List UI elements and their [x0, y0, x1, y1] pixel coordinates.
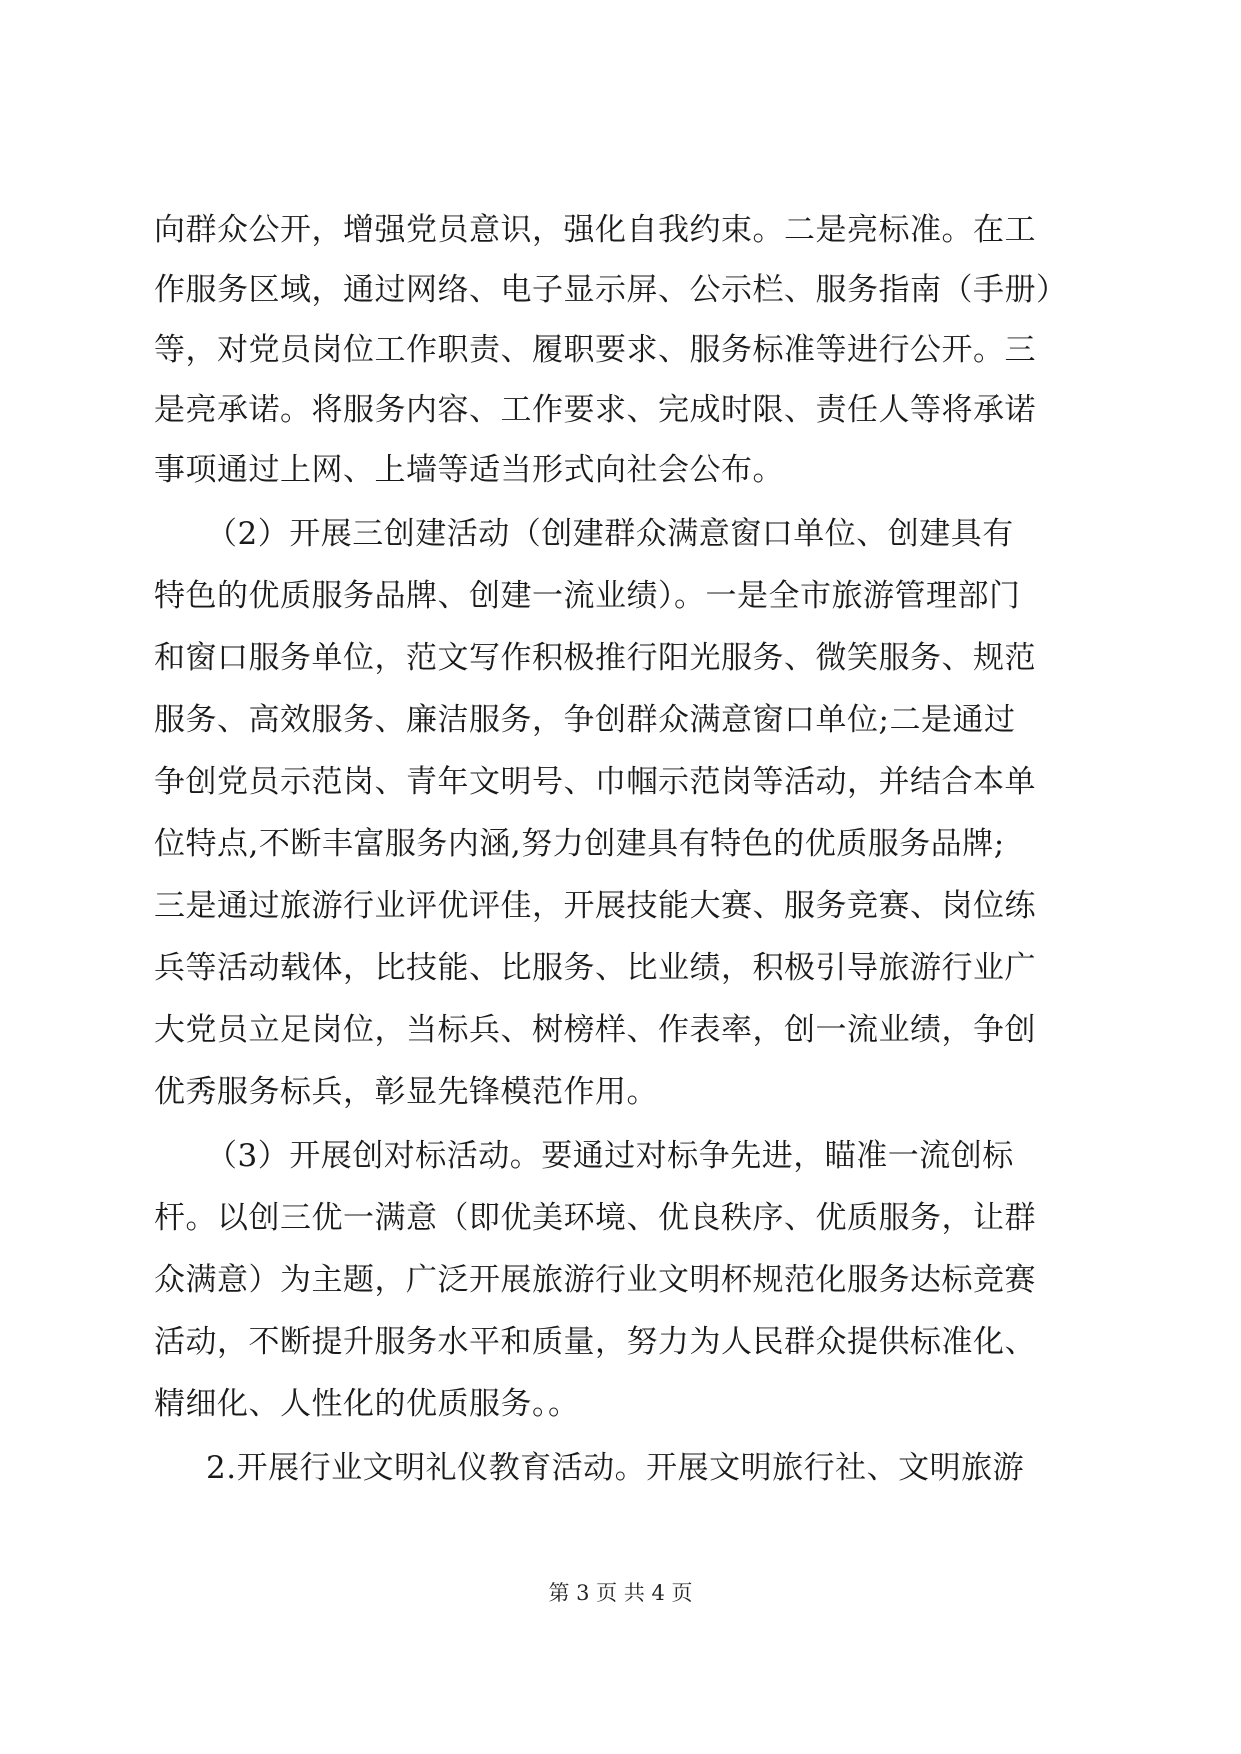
body-line: 精细化、人性化的优质服务。。 — [154, 1386, 580, 1422]
body-line: 兵等活动载体，比技能、比服务、比业绩，积极引导旅游行业广 — [154, 950, 1036, 986]
body-line: 作服务区域，通过网络、电子显示屏、公示栏、服务指南（手册） — [154, 272, 1068, 308]
body-line: 大党员立足岗位，当标兵、树榜样、作表率，创一流业绩，争创 — [154, 1012, 1036, 1048]
body-line: 等，对党员岗位工作职责、履职要求、服务标准等进行公开。三 — [154, 332, 1036, 368]
body-line: 和窗口服务单位，范文写作积极推行阳光服务、微笑服务、规范 — [154, 640, 1036, 676]
paragraph-first-line: （3）开展创对标活动。要通过对标争先进，瞄准一流创标 — [206, 1138, 1014, 1174]
body-line: 向群众公开，增强党员意识，强化自我约束。二是亮标准。在工 — [154, 212, 1036, 248]
body-line: 众满意）为主题，广泛开展旅游行业文明杯规范化服务达标竞赛 — [154, 1262, 1036, 1298]
body-line: 特色的优质服务品牌、创建一流业绩）。一是全市旅游管理部门 — [154, 578, 1021, 614]
body-line: 杆。以创三优一满意（即优美环境、优良秩序、优质服务，让群 — [154, 1200, 1036, 1236]
body-line: 优秀服务标兵，彰显先锋模范作用。 — [154, 1074, 658, 1110]
body-line: 活动，不断提升服务水平和质量，努力为人民群众提供标准化、 — [154, 1324, 1036, 1360]
body-line: 服务、高效服务、廉洁服务，争创群众满意窗口单位;二是通过 — [154, 702, 1016, 738]
body-line: 争创党员示范岗、青年文明号、巾帼示范岗等活动，并结合本单 — [154, 764, 1036, 800]
paragraph-first-line: （2）开展三创建活动（创建群众满意窗口单位、创建具有 — [206, 516, 1014, 552]
body-line: 位特点,不断丰富服务内涵,努力创建具有特色的优质服务品牌; — [154, 826, 1005, 862]
page-number-footer: 第 3 页 共 4 页 — [548, 1581, 693, 1605]
body-line: 是亮承诺。将服务内容、工作要求、完成时限、责任人等将承诺 — [154, 392, 1036, 428]
body-line: 三是通过旅游行业评优评佳，开展技能大赛、服务竞赛、岗位练 — [154, 888, 1036, 924]
body-line: 事项通过上网、上墙等适当形式向社会公布。 — [154, 452, 784, 488]
paragraph-first-line: 2.开展行业文明礼仪教育活动。开展文明旅行社、文明旅游 — [206, 1450, 1025, 1486]
